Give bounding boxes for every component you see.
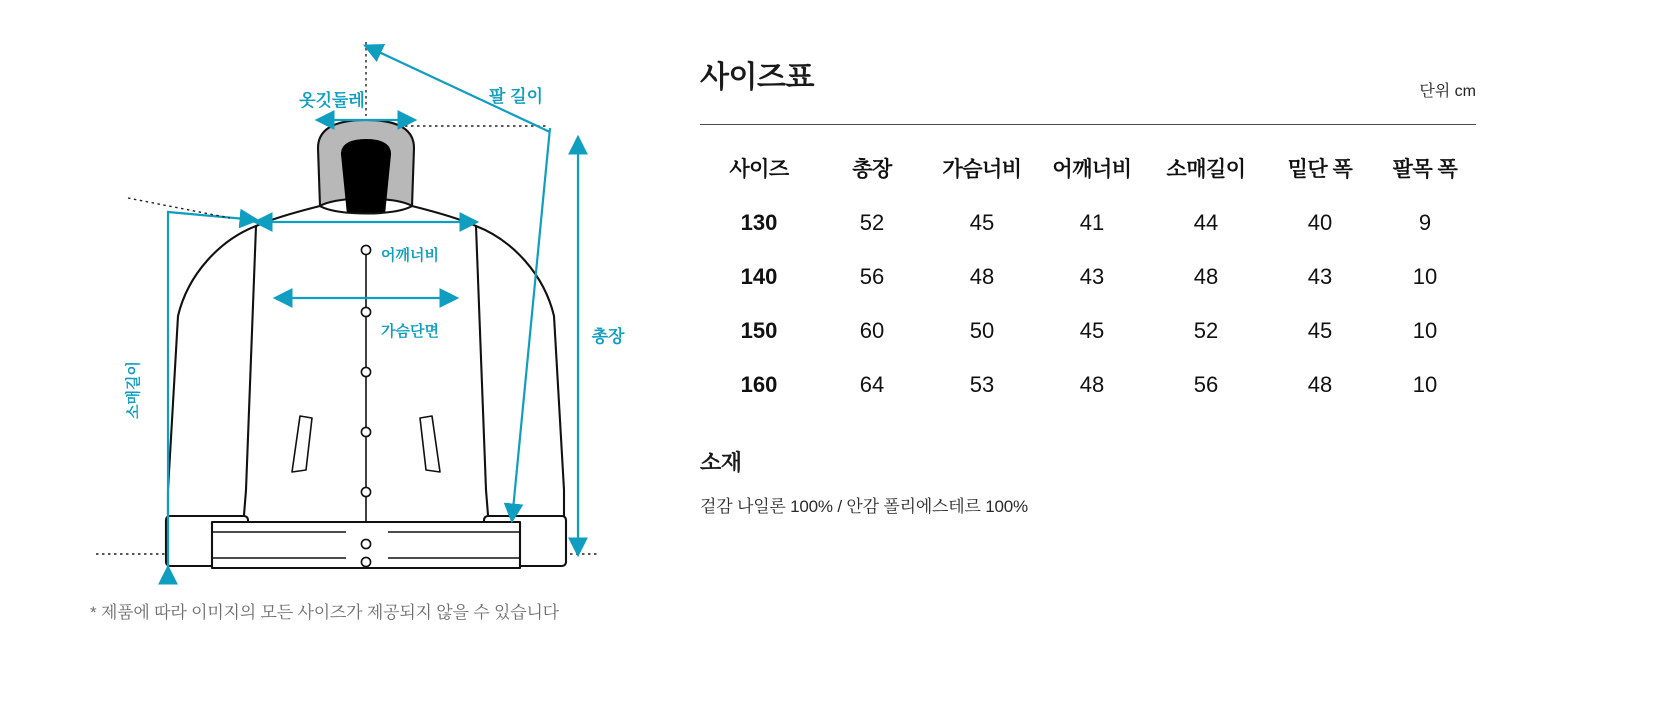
cell-sleeve-length: 48: [1193, 264, 1219, 289]
material-title: 소재: [700, 450, 742, 475]
diagram-footnote: * 제품에 따라 이미지의 모든 사이즈가 제공되지 않을 수 있습니다: [90, 603, 559, 622]
table-row: [700, 196, 1476, 250]
column-header-shoulder-width: 어깨너비: [1052, 158, 1132, 181]
label-collar-circumference: 옷깃둘레: [299, 91, 365, 110]
cell-chest-width: 45: [969, 210, 995, 235]
column-header-hem-width: 밑단 폭: [1287, 158, 1353, 181]
column-header-chest-width: 가슴너비: [942, 158, 1022, 181]
column-header-cuff-width: 팔목 폭: [1392, 158, 1458, 181]
unit-label: 단위 cm: [1419, 83, 1476, 100]
label-chest-section: 가슴단면: [381, 323, 439, 340]
column-header-total-length: 총장: [852, 158, 892, 181]
cell-shoulder-width: 41: [1079, 210, 1105, 235]
cell-cuff-width: 10: [1412, 318, 1438, 343]
cell-total-length: 60: [859, 318, 885, 343]
label-total-length: 총장: [591, 327, 625, 346]
cell-shoulder-width: 48: [1079, 372, 1105, 397]
cell-cuff-width: 10: [1412, 264, 1438, 289]
cell-hem-width: 40: [1307, 210, 1333, 235]
cell-sleeve-length: 56: [1193, 372, 1219, 397]
label-sleeve-total-length: 팔 길이: [489, 87, 543, 106]
left-sleeve: [168, 226, 256, 540]
cell-size: 140: [740, 264, 778, 289]
cell-size: 160: [740, 372, 778, 397]
cell-cuff-width: 9: [1418, 210, 1432, 235]
cell-chest-width: 53: [969, 372, 995, 397]
cell-total-length: 52: [859, 210, 885, 235]
cell-hem-width: 45: [1307, 318, 1333, 343]
cell-chest-width: 50: [969, 318, 995, 343]
cell-size: 130: [740, 210, 778, 235]
table-header-row: [700, 140, 1476, 196]
size-table-title: 사이즈표: [700, 61, 814, 94]
cell-sleeve-length: 44: [1193, 210, 1219, 235]
cell-hem-width: 48: [1307, 372, 1333, 397]
cell-total-length: 64: [859, 372, 885, 397]
cell-shoulder-width: 43: [1079, 264, 1105, 289]
guide-line-shoulder: [128, 198, 230, 218]
table-row: [700, 358, 1476, 412]
cell-cuff-width: 10: [1412, 372, 1438, 397]
label-sleeve-length: 소매길이: [125, 361, 142, 419]
label-shoulder-width: 어깨너비: [381, 247, 439, 264]
size-table-pane: [700, 0, 1660, 720]
material-description: 겉감 나일론 100% / 안감 폴리에스테르 100%: [700, 497, 1028, 516]
cell-total-length: 56: [859, 264, 885, 289]
cell-size: 150: [740, 318, 778, 343]
cell-hem-width: 43: [1307, 264, 1333, 289]
table-top-rule: [700, 124, 1476, 125]
column-header-size: 사이즈: [729, 158, 789, 181]
cell-shoulder-width: 45: [1079, 318, 1105, 343]
jacket-outline: [166, 120, 566, 568]
table-row: [700, 304, 1476, 358]
garment-diagram-pane: [0, 0, 700, 720]
cell-chest-width: 48: [969, 264, 995, 289]
right-sleeve: [476, 226, 564, 540]
size-table: [700, 140, 1476, 412]
table-row: [700, 250, 1476, 304]
cell-sleeve-length: 52: [1193, 318, 1219, 343]
jacket-measurement-diagram: [60, 20, 660, 590]
column-header-sleeve-length: 소매길이: [1166, 158, 1246, 181]
